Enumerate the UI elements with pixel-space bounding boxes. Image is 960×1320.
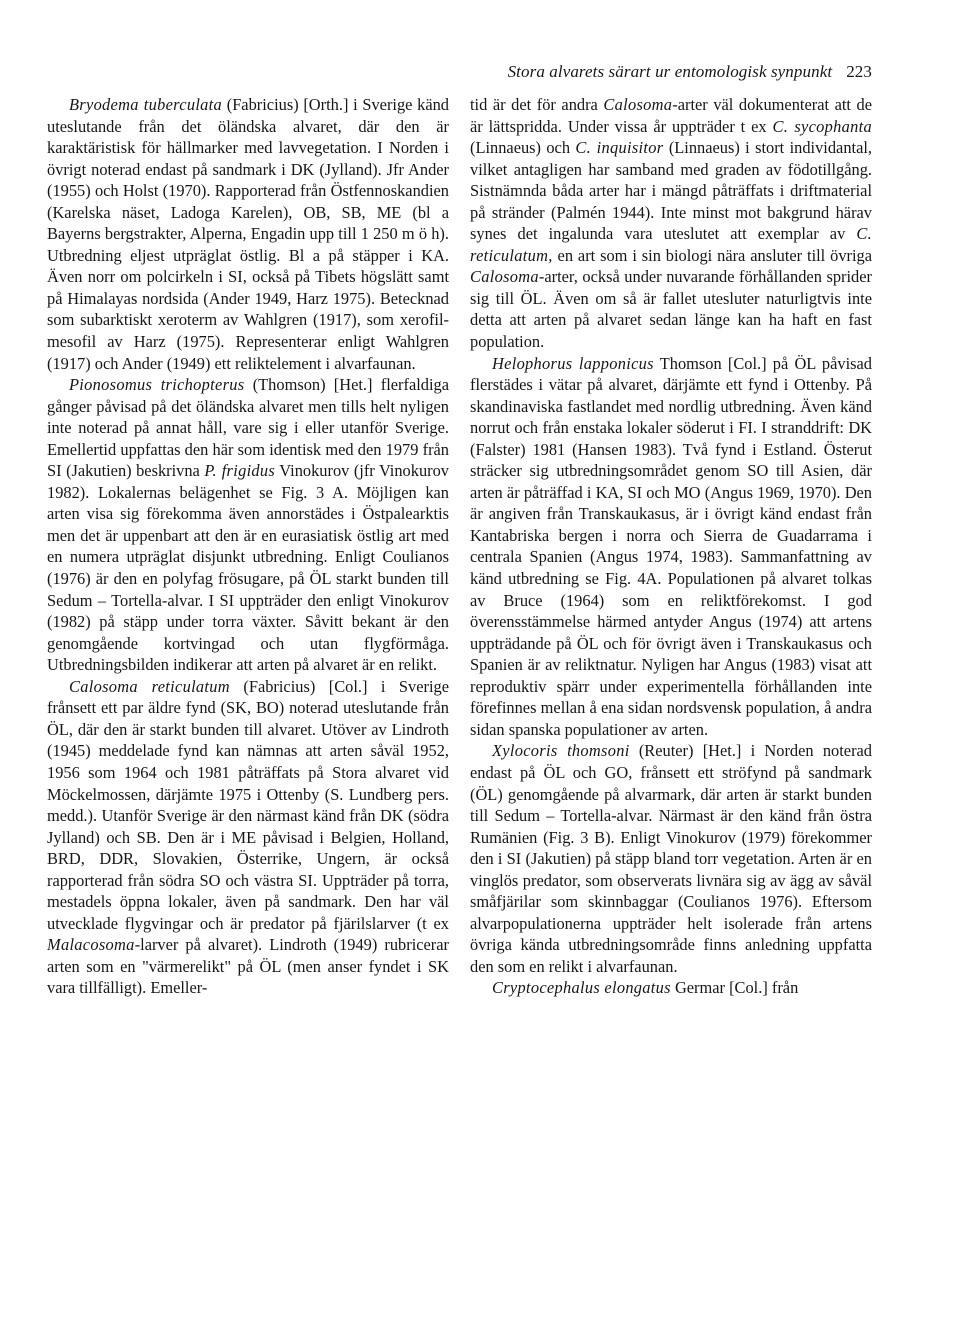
left-column [47, 94, 449, 999]
page-number: 223 [846, 62, 872, 81]
species-entry-pionosomus: Pionosomus trichopterus (Thomson) [Het.] flerfaldiga gånger påvisad på det öländska alvaret men tills helt nyligen inte noterad på annat håll, vare sig i eller utanför Sverige. Emellertid uppfattas den här som identisk med den 1979 från SI (Jakutien) beskrivna P. frigidus Vinokurov (jfr Vinokurov 1982). Lokalernas belägenhet se Fig. 3 A. Möjligen kan arten visa sig förekomma även annorstädes i Östpalearktis men det är uppenbart att den är en eurasiatisk östlig art med en numera utpräglat disjunkt utbredning. Enligt Coulianos (1976) är den en polyfag frösugare, på ÖL starkt bunden till Sedum – Tortella-alvar. I SI uppträder den enligt Vinokurov (1982) på stäpp under torra växter. Såvitt bekant är den genomgående kortvingad och utan flygförmåga. Utbredningsbilden indikerar att arten på alvaret är en relikt. [47, 375, 450, 675]
species-entry-calosoma-continued: tid är det för andra Calosoma-arter väl dokumenterat att de är lättspridda. Under vissa år uppträder t ex C. sycophanta (Linnaeus) och C. inquisitor (Linnaeus) i stort individantal, vilket antagligen har samband med graden av födotillgång. Sistnämnda båda arter har i mängd påträffats i driftmaterial på stränder (Palmén 1944). Inte minst mot bakgrund härav synes det ingalunda vara uteslutet att exemplar av C. reticulatum, en art som i sin biologi nära ansluter till övriga Calosoma-arter, också under nuvarande förhållanden sprider sig till ÖL. Även om så är fallet utesluter naturligtvis inte detta att arten på alvaret sedan länge kan ha haft en fast population. [470, 95, 872, 352]
species-entry-cryptocephalus: Cryptocephalus elongatus Germar [Col.] från [492, 978, 799, 998]
right-column [470, 94, 872, 999]
species-entry-calosoma: Calosoma reticulatum (Fabricius) [Col.] i Sverige frånsett ett par äldre fynd (SK, BO) noterad uteslutande från ÖL, där den är starkt bunden till alvaret. Utöver av Lindroth (1945) meddelade fynd kan nämnas att arten såväl 1952, 1956 som 1964 och 1981 påträffats på Stora alvaret vid Möckelmossen, därjämte 1975 i Ottenby (S. Lundberg pers. medd.). Utanför Sverige är den närmast känd från DK (södra Jylland) och SB. Den är i ME påvisad i Belgien, Holland, BRD, DDR, Slovakien, Österrike, Ungern, är också rapporterad från södra SO och västra SI. Uppträder på torra, mestadels öppna lokaler, även på sandmark. Den har väl utvecklade flygvingar och är predator på fjärilslarver (t ex Malacosoma-larver på alvaret). Lindroth (1949) rubricerar arten som en "värmerelikt" på ÖL (men anser fyndet i SK vara tillfälligt). Emeller- [47, 676, 449, 998]
species-entry-helophorus: Helophorus lapponicus Thomson [Col.] på ÖL påvisad flerstädes i vätar på alvaret, därjämte ett fynd i Ottenby. På skandinaviska fastlandet med nordlig utbredning. Även känd norrut och från enstaka lokaler söderut i FI. I stranddrift: DK (Falster) 1981 (Hansen 1983). Två fynd i Estland. Österut sträcker sig utbredningsområdet genom SO till Asien, där arten är påträffad i KA, SI och MO (Angus 1969, 1970). Den är angiven från Transkaukasus, är i övrigt känd endast från Kantabriska bergen i norra och Sierra de Guadarrama i centrala Spanien (Angus 1974, 1983). Sammanfattning av känd utbredning se Fig. 4A. Populationen på alvaret tolkas av Bruce (1964) som en reliktförekomst. I god överensstämmelse härmed antyder Angus (1974) att artens uppträdande på ÖL och för övrigt även i Transkaukasus och Spanien är av reliktnatur. Nyligen har Angus (1983) visat att reproduktiv spärr under experimentella förhållanden inte förefinnes mellan å ena sidan nordsvensk population, å andra sidan spanska populationer av arten. [470, 353, 872, 739]
running-head [508, 62, 872, 82]
species-entry-xylocoris: Xylocoris thomsoni (Reuter) [Het.] i Norden noterad endast på ÖL och GO, frånsett ett ströfynd på sandmark (ÖL) genomgående på alvarmark, där arten är starkt bunden till Sedum – Tortella-alvar. Närmast är den känd från östra Rumänien (Fig. 3 B). Enligt Vinokurov (1979) förekommer den i SI (Jakutien) på stäpp bland torr vegetation. Arten är en vinglös predator, som observerats livnära sig av ägg av såväl småfjärilar som skinnbaggar (Coulianos 1976). Eftersom alvarpopulationerna uppträder helt isolerade från artens övriga kända utbredningsområde finns anledning uppfatta den som en relikt i alvarfaunan. [470, 741, 872, 976]
running-title: Stora alvarets särart ur entomologisk synpunkt [507, 62, 833, 81]
species-entry-bryodema: Bryodema tuberculata (Fabricius) [Orth.] i Sverige känd uteslutande från det öländska alvaret, där den är karaktäristisk för hällmarker med lavvegetation. I Norden i övrigt noterad endast på sandmark i DK (Jylland). Jfr Ander (1955) och Holst (1970). Rapporterad från Östfennoskandien (Karelska näset, Ladoga Karelen), OB, SB, ME (bl a Bayerns bergstrakter, Alperna, Engadin upp till 1 250 m ö h). Utbredning eljest utpräglat östlig. Bl a på stäpper i KA. Även norr om polcirkeln i SI, också på Tibets högslätt samt på Himalayas nordsida (Ander 1949, Harz 1975). Betecknad som subarktiskt xeroterm av Wahlgren (1917), som xerofil-mesofil av Harz (1975). Representerar enligt Wahlgren (1917) och Ander (1949) ett reliktelement i alvarfaunan. [47, 95, 449, 373]
